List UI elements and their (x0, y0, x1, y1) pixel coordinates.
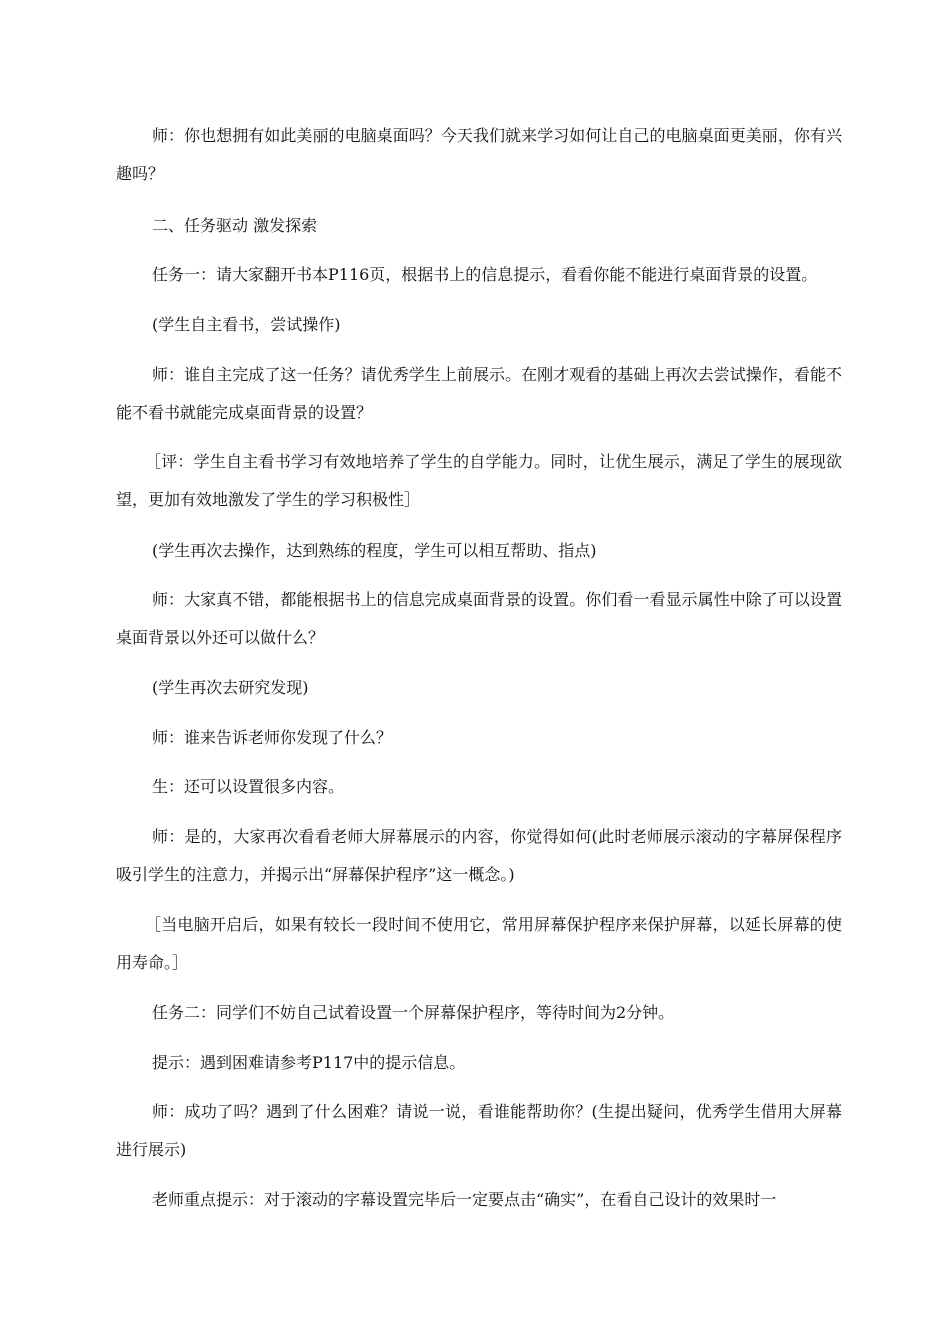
paragraph-15-hint: 提示：遇到困难请参考P117中的提示信息。 (152, 1053, 466, 1072)
paragraph-1: 师：你也想拥有如此美丽的电脑桌面吗？今天我们就来学习如何让自己的电脑桌面更美丽，你有兴趣吗？ (116, 126, 842, 183)
paragraph-16: 师：成功了吗？遇到了什么困难？请说一说，看谁能帮助你？(生提出疑问，优秀学生借用大屏幕进行展示) (116, 1102, 842, 1159)
paragraph-6-comment: ［评：学生自主看书学习有效地培养了学生的自学能力。同时，让优生展示，满足了学生的展现欲望，更加有效地激发了学生的学习积极性］ (116, 452, 842, 509)
paragraph-17: 老师重点提示：对于滚动的字幕设置完毕后一定要点击“确实”，在看自己设计的效果时一 (152, 1190, 777, 1209)
paragraph-3-task-one: 任务一：请大家翻开书本P116页，根据书上的信息提示，看看你能不能进行桌面背景的设置。 (152, 265, 818, 284)
paragraph-4: (学生自主看书，尝试操作) (152, 315, 341, 334)
paragraph-14-task-two: 任务二：同学们不妨自己试着设置一个屏幕保护程序，等待时间为2分钟。 (152, 1003, 675, 1022)
paragraph-7: (学生再次去操作，达到熟练的程度，学生可以相互帮助、指点) (152, 541, 597, 560)
paragraph-11: 生：还可以设置很多内容。 (152, 777, 345, 796)
paragraph-9: (学生再次去研究发现) (152, 678, 309, 697)
paragraph-12: 师：是的，大家再次看看老师大屏幕展示的内容，你觉得如何(此时老师展示滚动的字幕屏保程序吸引学生的注意力，并揭示出“屏幕保护程序”这一概念。) (116, 827, 842, 884)
paragraph-8: 师：大家真不错，都能根据书上的信息完成桌面背景的设置。你们看一看显示属性中除了可以设置桌面背景以外还可以做什么？ (116, 590, 842, 647)
paragraph-2-section-heading: 二、任务驱动 激发探索 (152, 216, 318, 235)
paragraph-5: 师：谁自主完成了这一任务？请优秀学生上前展示。在刚才观看的基础上再次去尝试操作，看能不能不看书就能完成桌面背景的设置？ (116, 365, 842, 422)
paragraph-10: 师：谁来告诉老师你发现了什么？ (152, 728, 393, 747)
paragraph-13-note: ［当电脑开启后，如果有较长一段时间不使用它，常用屏幕保护程序来保护屏幕，以延长屏幕的使用寿命。］ (116, 915, 842, 972)
